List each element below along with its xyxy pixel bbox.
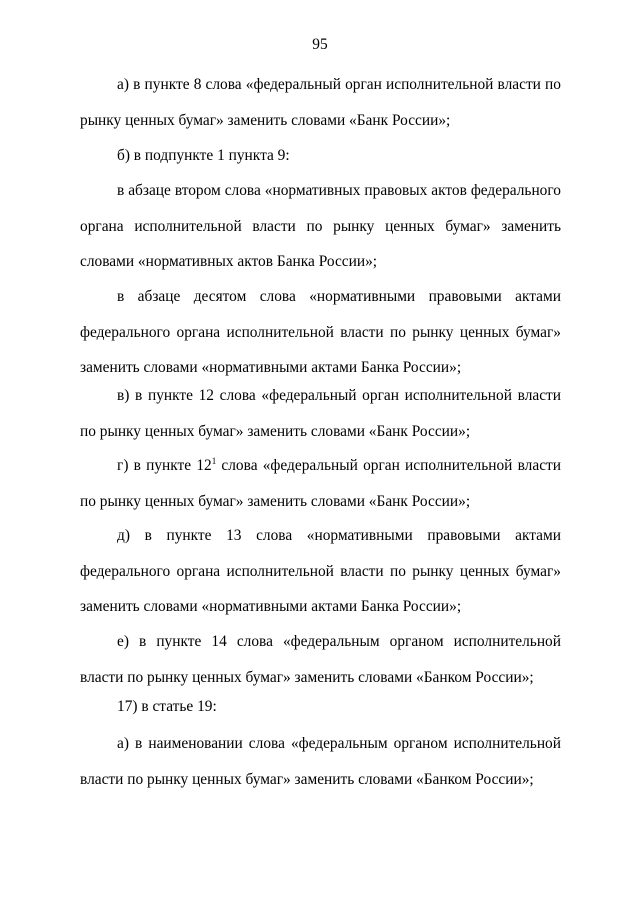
paragraph-g-after: слова «федеральный орган исполнительной власти по рынку ценных бумаг» заменить словами «Банк России»; <box>80 457 561 510</box>
paragraph-a-title: а) в наименовании слова «федеральным органом исполнительной власти по рынку ценных бумаг» заменить словами «Банком России»; <box>80 735 561 788</box>
page-number: 95 <box>312 36 328 53</box>
paragraph-v-item-12: в) в пункте 12 слова «федеральный орган исполнительной власти по рынку ценных бумаг» заменить словами «Банк России»; <box>80 387 561 440</box>
paragraph-e-item-14: е) в пункте 14 слова «федеральным органом исполнительной власти по рынку ценных бумаг» заменить словами «Банком России»; <box>80 633 561 686</box>
paragraph-17-article-19: 17) в статье 19: <box>117 698 217 715</box>
paragraph-a-item-8: а) в пункте 8 слова «федеральный орган исполнительной власти по рынку ценных бумаг» заменить словами «Банк России»; <box>80 76 561 129</box>
paragraph-g-item-12-1 <box>80 448 561 519</box>
paragraph-g-superscript: 1 <box>211 456 217 466</box>
paragraph-second-abzac: в абзаце втором слова «нормативных правовых актов федерального органа исполнительной власти по рынку ценных бумаг» заменить словами «нормативных актов Банка России»; <box>80 182 561 271</box>
paragraph-b-subitem-1: б) в подпункте 1 пункта 9: <box>117 147 290 164</box>
paragraph-d-item-13: д) в пункте 13 слова «нормативными правовыми актами федерального органа исполнительной власти по рынку ценных бумаг» заменить словами «нормативными актами Банка России»; <box>80 527 561 616</box>
paragraph-g-before: г) в пункте 12 <box>117 457 212 474</box>
paragraph-tenth-abzac: в абзаце десятом слова «нормативными правовыми актами федерального органа исполнительной власти по рынку ценных бумаг» заменить словами «нормативными актами Банка России»; <box>80 288 561 377</box>
